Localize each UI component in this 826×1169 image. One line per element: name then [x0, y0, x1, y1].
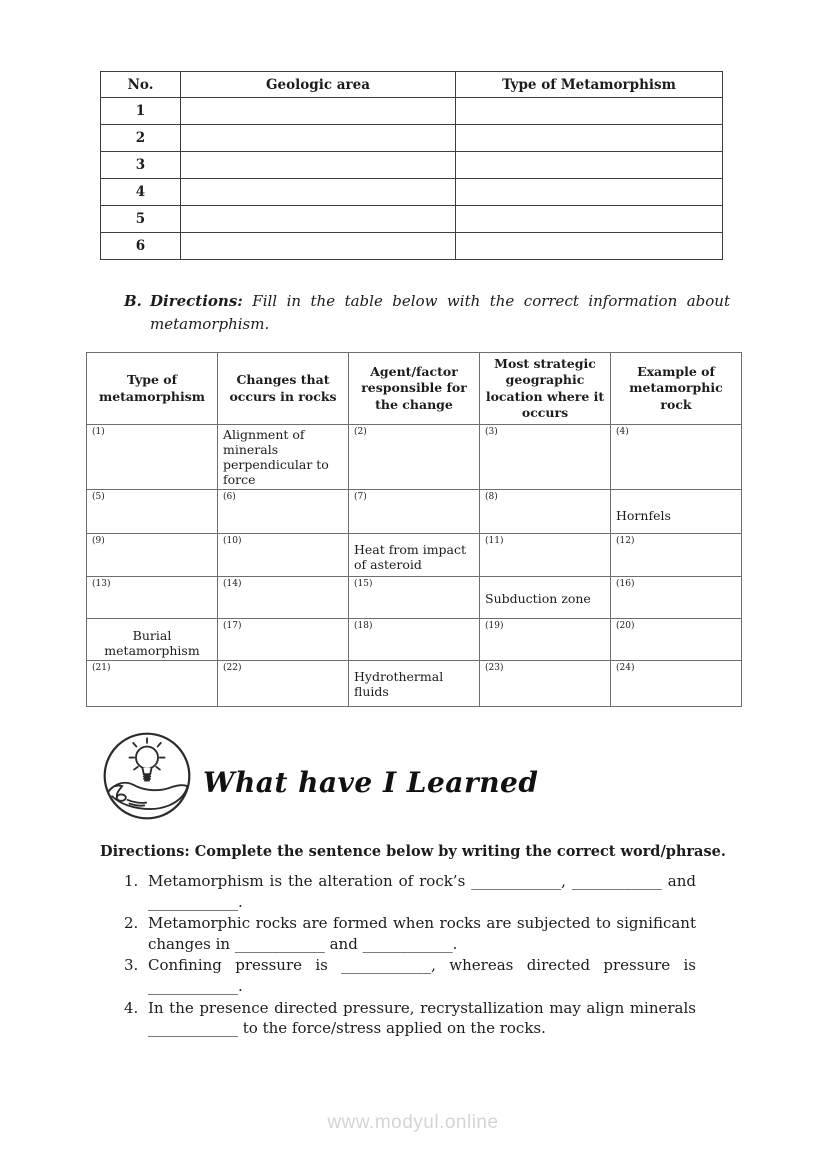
table-cell — [611, 425, 742, 490]
cell-number: (4) — [616, 427, 629, 437]
blank-cell — [181, 98, 456, 125]
table-row — [87, 661, 742, 707]
table-cell — [218, 490, 349, 534]
table-cell — [349, 577, 480, 619]
list-item — [124, 955, 696, 996]
table-header-row — [87, 353, 742, 425]
blank-cell — [456, 233, 723, 260]
list-item — [124, 871, 696, 912]
table-row — [101, 152, 723, 179]
meta-header-example: Example of metamorphic rock — [611, 353, 742, 425]
table-row — [101, 233, 723, 260]
metamorphism-table — [86, 352, 742, 707]
table-cell — [218, 619, 349, 661]
meta-header-changes: Changes that occurs in rocks — [218, 353, 349, 425]
section-marker: B. — [124, 292, 142, 310]
cell-number: (17) — [223, 621, 242, 631]
row-number: 4 — [101, 179, 181, 206]
cell-number: (15) — [354, 579, 373, 589]
meta-header-agent: Agent/factor responsible for the change — [349, 353, 480, 425]
blank-cell — [456, 125, 723, 152]
table-cell — [349, 490, 480, 534]
table-row — [87, 619, 742, 661]
table-cell — [349, 619, 480, 661]
cell-number: (10) — [223, 536, 242, 546]
table-cell — [480, 619, 611, 661]
cell-text: Hydrothermal fluids — [354, 669, 444, 699]
cell-number: (23) — [485, 663, 504, 673]
table-cell — [611, 490, 742, 534]
table-cell — [480, 490, 611, 534]
table-cell — [218, 534, 349, 577]
directions-label: Directions: — [150, 292, 243, 310]
complete-sentence-directions: Directions: Complete the sentence below by writing the correct word/phrase. — [100, 843, 726, 860]
table-cell — [87, 490, 218, 534]
section-title: What have I Learned — [203, 766, 539, 799]
row-number: 1 — [101, 98, 181, 125]
geo-header-type: Type of Metamorphism — [456, 72, 723, 98]
table-cell — [480, 577, 611, 619]
cell-number: (9) — [92, 536, 105, 546]
table-cell — [349, 534, 480, 577]
cell-text: Hornfels — [616, 508, 671, 523]
cell-number: (20) — [616, 621, 635, 631]
blank-cell — [456, 206, 723, 233]
table-cell — [87, 425, 218, 490]
table-row — [87, 425, 742, 490]
blank-cell — [181, 179, 456, 206]
item-text: In the presence directed pressure, recrystallization may align minerals ____________ to the force/stress applied on the rocks. — [148, 998, 696, 1038]
table-cell — [87, 661, 218, 707]
table-cell — [611, 577, 742, 619]
blank-cell — [181, 233, 456, 260]
blank-cell — [181, 125, 456, 152]
table-row — [87, 577, 742, 619]
table-cell — [611, 661, 742, 707]
table-cell — [480, 425, 611, 490]
cell-text: Heat from impact of asteroid — [354, 542, 467, 572]
cell-number: (3) — [485, 427, 498, 437]
table-cell — [87, 577, 218, 619]
table-row — [101, 179, 723, 206]
table-row — [87, 490, 742, 534]
table-row — [101, 98, 723, 125]
table-cell — [87, 619, 218, 661]
cell-number: (19) — [485, 621, 504, 631]
blank-cell — [181, 152, 456, 179]
cell-number: (6) — [223, 492, 236, 502]
table-cell — [480, 534, 611, 577]
list-item — [124, 998, 696, 1039]
blank-cell — [456, 179, 723, 206]
list-item — [124, 913, 696, 954]
blank-cell — [456, 152, 723, 179]
blank-cell — [181, 206, 456, 233]
fill-in-blank-list — [124, 871, 696, 1040]
cell-number: (8) — [485, 492, 498, 502]
directions-paragraph — [150, 290, 730, 337]
watermark: www.modyul.online — [327, 1112, 499, 1133]
meta-header-type: Type of metamorphism — [87, 353, 218, 425]
cell-text: Alignment of minerals perpendicular to force — [223, 427, 329, 487]
cell-number: (11) — [485, 536, 504, 546]
item-number: 1. — [124, 872, 139, 890]
geo-header-area: Geologic area — [181, 72, 456, 98]
table-header-row — [101, 72, 723, 98]
table-cell — [87, 534, 218, 577]
cell-text: Subduction zone — [485, 591, 591, 606]
table-row — [87, 534, 742, 577]
row-number: 6 — [101, 233, 181, 260]
table-cell — [218, 577, 349, 619]
row-number: 3 — [101, 152, 181, 179]
table-row — [101, 206, 723, 233]
meta-header-location: Most strategic geographic location where it occurs — [480, 353, 611, 425]
cell-number: (2) — [354, 427, 367, 437]
cell-text: Burial metamorphism — [104, 628, 200, 658]
section-b-directions — [124, 290, 730, 337]
cell-number: (13) — [92, 579, 111, 589]
cell-number: (16) — [616, 579, 635, 589]
cell-number: (12) — [616, 536, 635, 546]
cell-number: (5) — [92, 492, 105, 502]
cell-number: (14) — [223, 579, 242, 589]
cell-number: (24) — [616, 663, 635, 673]
geo-header-no: No. — [101, 72, 181, 98]
geologic-area-table — [100, 71, 723, 260]
table-cell — [611, 619, 742, 661]
item-number: 3. — [124, 956, 139, 975]
item-text: Confining pressure is ____________, whereas directed pressure is ____________. — [148, 956, 696, 995]
table-cell — [611, 534, 742, 577]
item-text: Metamorphism is the alteration of rock’s ____________, ____________ and ____________. — [148, 872, 696, 911]
row-number: 2 — [101, 125, 181, 152]
item-number: 4. — [124, 998, 139, 1017]
cell-number: (1) — [92, 427, 105, 437]
lightbulb-in-hand-icon — [101, 730, 193, 822]
table-cell — [349, 661, 480, 707]
row-number: 5 — [101, 206, 181, 233]
cell-number: (7) — [354, 492, 367, 502]
table-cell — [218, 425, 349, 490]
table-cell — [218, 661, 349, 707]
table-cell — [349, 425, 480, 490]
cell-number: (21) — [92, 663, 111, 673]
table-row — [101, 125, 723, 152]
cell-number: (22) — [223, 663, 242, 673]
item-text: Metamorphic rocks are formed when rocks are subjected to significant changes in ____________ and ____________. — [148, 914, 696, 953]
directions-text: Fill in the table below with the correct information about metamorphism. — [150, 292, 730, 334]
item-number: 2. — [124, 914, 139, 933]
cell-number: (18) — [354, 621, 373, 631]
blank-cell — [456, 98, 723, 125]
table-cell — [480, 661, 611, 707]
